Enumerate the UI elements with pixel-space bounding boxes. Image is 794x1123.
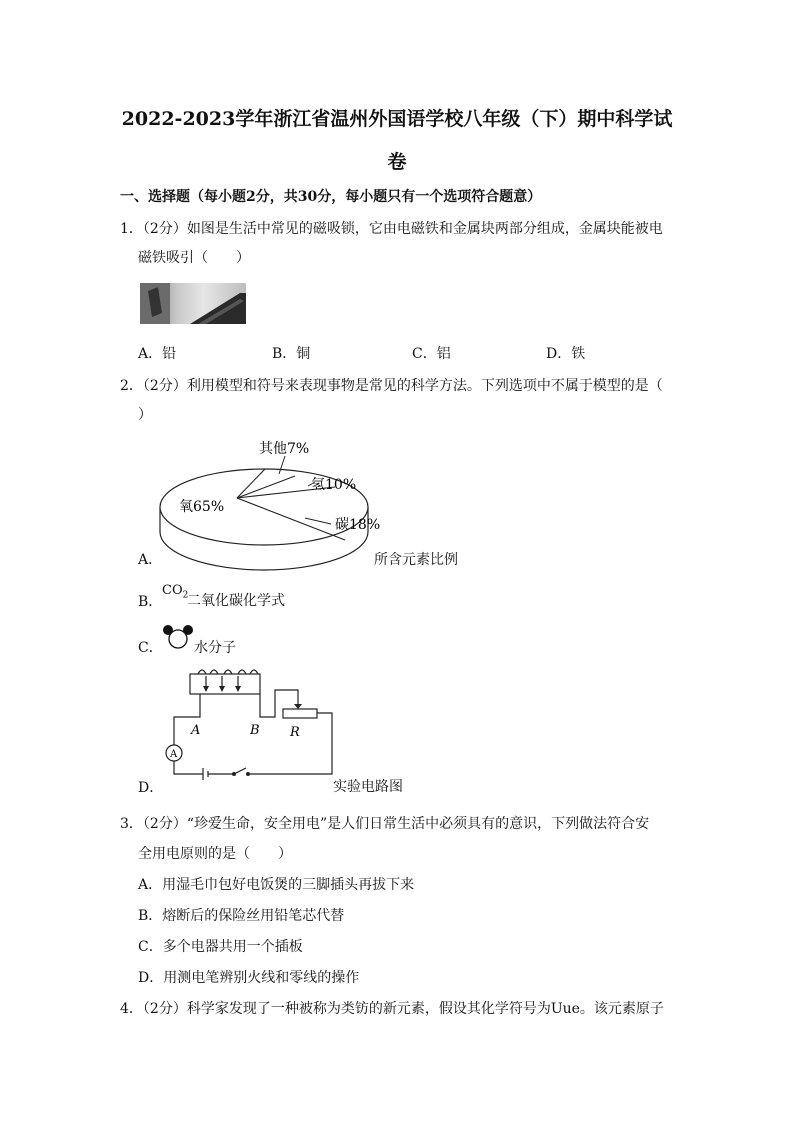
q4-text-line1: 4．（2分）科学家发现了一种被称为类钫的新元素，假设其化学符号为Uue。该元素原子 bbox=[120, 1001, 664, 1017]
q2-option-c-prefix: C． bbox=[138, 640, 163, 656]
water-molecule-model bbox=[160, 624, 194, 650]
q3-text-line1: 3．（2分）“珍爱生命，安全用电”是人们日常生活中必须具有的意识，下列做法符合安 bbox=[120, 816, 650, 832]
experiment-circuit-diagram bbox=[160, 662, 340, 792]
pie-label-oxygen: 氧65% bbox=[179, 499, 225, 515]
q3-option-a: A．用湿毛巾包好电饭煲的三脚插头再拔下来 bbox=[138, 877, 415, 893]
circuit-label-b: B bbox=[250, 723, 260, 738]
circuit-label-a: A bbox=[191, 723, 201, 738]
q2-option-d-prefix: D． bbox=[138, 780, 164, 796]
q3-option-d: D．用测电笔辨别火线和零线的操作 bbox=[138, 970, 360, 986]
q1-option-c: C．铝 bbox=[412, 346, 451, 362]
q2-text-line2: ） bbox=[138, 407, 152, 423]
element-ratio-pie-figure bbox=[155, 432, 381, 572]
circuit-label-r: R bbox=[290, 725, 300, 740]
q3-option-c: C．多个电器共用一个插板 bbox=[138, 939, 303, 955]
q3-text-line2: 全用电原则的是（ ） bbox=[138, 846, 292, 862]
doc-title-line2: 卷 bbox=[387, 151, 407, 173]
q2-text-line1: 2．（2分）利用模型和符号来表现事物是常见的科学方法。下列选项中不属于模型的是（ bbox=[120, 378, 663, 394]
section-heading: 一、选择题（每小题2分，共30分，每小题只有一个选项符合题意） bbox=[120, 189, 542, 205]
q2-option-b-caption: 二氧化碳化学式 bbox=[187, 593, 285, 609]
q1-option-b: B．铜 bbox=[272, 346, 311, 362]
q2-option-d-caption: 实验电路图 bbox=[333, 779, 403, 795]
co2-formula bbox=[162, 583, 188, 601]
q2-option-c-caption: 水分子 bbox=[194, 640, 236, 656]
q1-text-line2: 磁铁吸引（ ） bbox=[138, 250, 250, 266]
q3-option-b: B．熔断后的保险丝用铅笔芯代替 bbox=[138, 908, 345, 924]
magnetic-lock-photo bbox=[140, 283, 246, 324]
doc-title-line1: 2022-2023学年浙江省温州外国语学校八年级（下）期中科学试 bbox=[121, 108, 673, 130]
q2-option-a-prefix: A． bbox=[138, 552, 163, 568]
co2-formula-main: CO bbox=[162, 583, 183, 598]
q1-text-line1: 1．（2分）如图是生活中常见的磁吸锁，它由电磁铁和金属块两部分组成，金属块能被电 bbox=[120, 221, 663, 237]
pie-label-carbon: 碳18% bbox=[335, 517, 381, 533]
co2-formula-sub: 2 bbox=[182, 590, 189, 601]
pie-label-hydrogen: 氢10% bbox=[311, 477, 357, 493]
q1-option-d: D．铁 bbox=[546, 346, 586, 362]
ammeter-label: A bbox=[170, 749, 178, 760]
q2-option-b-prefix: B． bbox=[138, 594, 163, 610]
pie-label-other: 其他7% bbox=[259, 441, 310, 457]
q1-option-a: A．铅 bbox=[138, 346, 177, 362]
q2-option-a-caption: 所含元素比例 bbox=[374, 552, 458, 568]
